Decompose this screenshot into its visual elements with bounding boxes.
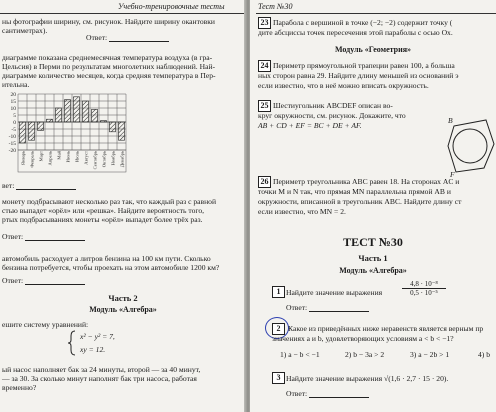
bar	[83, 101, 89, 122]
running-header: Учебно-тренировочные тесты	[118, 2, 225, 11]
question-text: Шестиугольник ABCDEF описан во-	[273, 101, 393, 110]
question-text: Какое из приведённых ниже неравенств является верным пр	[288, 324, 484, 333]
bar	[38, 122, 44, 130]
question-text: ешите систему уравнений:	[2, 320, 89, 329]
category-label: Ноябрь	[110, 151, 116, 166]
category-label: Июнь	[65, 151, 71, 163]
equation: x² − y² = 7,	[80, 332, 115, 341]
bar	[119, 122, 125, 140]
answer-field[interactable]	[2, 276, 85, 285]
module-title: Модуль «Геометрия»	[334, 45, 412, 54]
question-text: временно?	[2, 383, 37, 392]
question-number: 25	[258, 100, 271, 112]
header-rule	[0, 13, 246, 14]
answer-field[interactable]	[86, 33, 169, 42]
question-text: окружности, вписанной в треугольник ABC. Найдите длину ст	[258, 197, 462, 206]
denominator: 0,5 · 10⁻⁵	[402, 288, 446, 297]
question-text: ительна.	[2, 80, 30, 89]
category-label: Февраль	[29, 151, 35, 168]
bar	[56, 108, 62, 122]
question-text: если известно, что в неё можно вписать окружность.	[258, 81, 429, 90]
option[interactable]: 4) b	[478, 350, 491, 359]
right-page	[250, 0, 496, 412]
option[interactable]: 1) a − b < −1	[280, 350, 320, 359]
answer-field[interactable]	[286, 389, 369, 398]
question-text: дите абсциссы точек пересечения этой параболы с осью Ox.	[258, 28, 453, 37]
answer-label: Ответ:	[286, 389, 308, 398]
answer-field[interactable]	[2, 181, 76, 190]
question-text: диаграмме количество месяцев, когда средняя температура в Пер-	[2, 71, 216, 80]
question-number: 24	[258, 60, 271, 72]
category-label: Январь	[20, 151, 26, 166]
module-title: Модуль «Алгебра»	[339, 266, 407, 275]
question-text: ных сторон равна 29. Найдите длину меньшей из оснований э	[258, 71, 459, 80]
y-tick-label: 15	[10, 99, 16, 105]
bar	[110, 122, 116, 132]
question-text: диаграмме показана среднемесячная температура воздуха (в гра-	[2, 53, 213, 62]
answer-field[interactable]	[2, 232, 85, 241]
header-rule	[256, 13, 496, 14]
question-text: сантиметрах).	[2, 26, 48, 35]
question-text: точки M и N так, что прямая MN параллельна прямой AB и	[258, 187, 451, 196]
hexagon-figure	[446, 116, 496, 176]
option[interactable]: 3) a − 2b > 1	[410, 350, 450, 359]
question-number: 23	[258, 17, 271, 29]
question-text: — за 30. За сколько минут наполнят бак три насоса, работая	[2, 374, 197, 383]
category-label: Март	[38, 151, 44, 162]
bar	[92, 109, 98, 122]
part-title: Часть 2	[108, 293, 138, 303]
question-number: 1	[272, 286, 285, 298]
numerator: 4,8 · 10⁻⁸	[410, 280, 438, 288]
bar	[20, 122, 26, 143]
option[interactable]: 2) b − 3a > 2	[345, 350, 385, 359]
running-header: Тест №30	[258, 2, 293, 11]
bar	[29, 122, 35, 140]
question-text: стью выпадет «орёл» или «решка». Найдите вероятность того,	[2, 206, 205, 215]
y-tick-label: 10	[10, 106, 16, 112]
answer-label: Ответ:	[86, 33, 108, 42]
test-title: ТЕСТ №30	[343, 235, 403, 249]
module-title: Модуль «Алгебра»	[89, 305, 157, 314]
y-tick-label: 20	[10, 92, 16, 98]
vertex-label: F	[450, 170, 455, 179]
category-label: Декабрь	[119, 151, 125, 168]
question-text: Периметр треугольника ABC равен 18. На сторонах AC и	[273, 177, 460, 186]
equation: xy = 12.	[80, 345, 106, 354]
question-text: если известно, что MN = 2.	[258, 207, 346, 216]
answer-label: Ответ:	[2, 276, 24, 285]
category-label: Апрель	[47, 151, 53, 166]
bar	[47, 119, 53, 122]
answer-label: вет:	[2, 181, 15, 190]
y-tick-label: -15	[8, 141, 16, 147]
question-text: Парабола с вершиной в точке (−2; −2) содержит точку (	[273, 18, 453, 27]
question-text: бензина потребуется, чтобы проехать на этом автомобиле 1200 км?	[2, 263, 220, 272]
question-number: 3	[272, 372, 285, 384]
question-text: Найдите значение выражения	[286, 288, 383, 297]
question-text: Найдите значение выражения √(1,6 · 2,7 · 15 · 20).	[286, 374, 449, 383]
bar	[74, 97, 80, 122]
category-label: Октябрь	[101, 151, 107, 168]
question-text: круг окружности, см. рисунок. Докажите, что	[258, 111, 406, 120]
bar	[65, 100, 71, 122]
question-text: значениях a и b, удовлетворяющих условиям a < b < −1?	[272, 334, 454, 343]
question-text: Периметр прямоугольной трапеции равен 100, а больша	[273, 61, 455, 70]
system-brace	[68, 330, 76, 356]
category-label: Сентябрь	[92, 151, 98, 170]
question-text: монету подбрасывают несколько раз так, что каждый раз с равной	[2, 197, 217, 206]
question-text: Цельсия) в Перми по результатам многолетних наблюдений. Най-	[2, 62, 216, 71]
bar	[101, 121, 107, 122]
temperature-bar-chart	[0, 90, 150, 176]
question-number: 2	[272, 323, 285, 335]
y-tick-label: -5	[11, 127, 16, 133]
question-text: ый насос наполняет бак за 24 минуты, второй — за 40 минут,	[2, 365, 201, 374]
part-title: Часть 1	[358, 253, 388, 263]
category-label: Июль	[74, 151, 80, 163]
vertex-label: B	[448, 116, 453, 125]
question-text: ртых подбрасываниях монеты «орёл» выпадет более трёх раз.	[2, 215, 203, 224]
y-tick-label: -10	[8, 134, 16, 140]
y-tick-label: -20	[8, 148, 16, 154]
answer-label: Ответ:	[286, 303, 308, 312]
left-page	[0, 0, 246, 412]
category-label: Май	[56, 151, 62, 160]
answer-field[interactable]	[286, 303, 369, 312]
y-tick-label: 5	[13, 113, 16, 119]
question-number: 26	[258, 176, 271, 188]
fraction	[402, 280, 446, 297]
category-label: Август	[83, 151, 89, 165]
question-text: AB + CD + EF = BC + DE + AF.	[258, 121, 362, 130]
question-text: ны фотографии ширину, см. рисунок. Найдите ширину окантовки	[2, 17, 215, 26]
question-text: автомобиль расходует a литров бензина на 100 км пути. Сколько	[2, 254, 211, 263]
y-tick-label: 0	[13, 120, 16, 126]
answer-label: Ответ:	[2, 232, 24, 241]
